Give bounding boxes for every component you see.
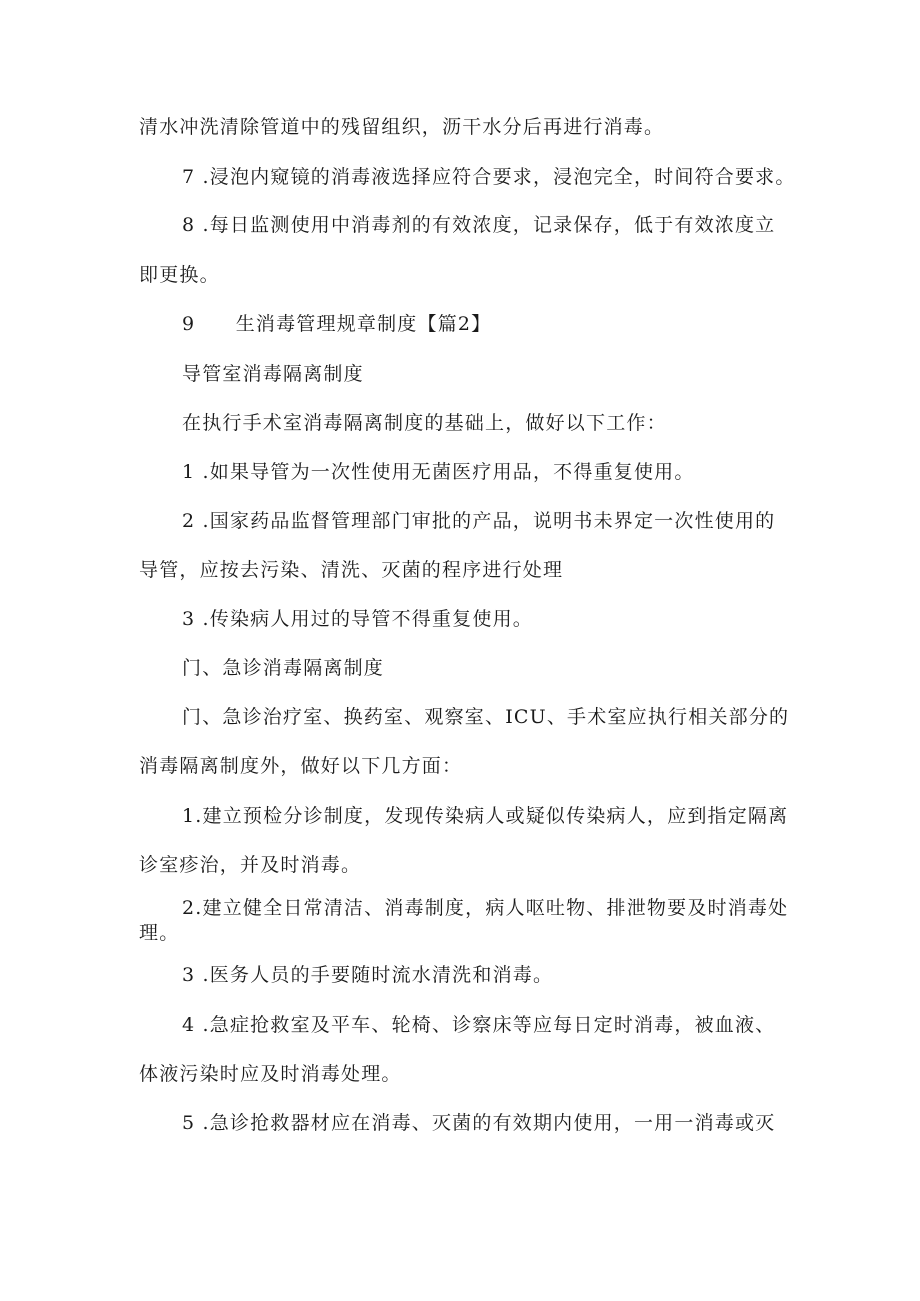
text-line: 5 .急诊抢救器材应在消毒、灭菌的有效期内使用，一用一消毒或灭	[182, 1112, 776, 1134]
text-line: 8 .每日监测使用中消毒剂的有效浓度，记录保存，低于有效浓度立	[182, 214, 776, 236]
text-line: 清水冲洗清除管道中的残留组织，沥干水分后再进行消毒。	[139, 116, 665, 138]
text-line: 2.建立健全日常清洁、消毒制度，病人呕吐物、排泄物要及时消毒处	[182, 897, 789, 919]
subsection-heading: 导管室消毒隔离制度	[182, 363, 364, 385]
text-line: 在执行手术室消毒隔离制度的基础上，做好以下工作：	[182, 412, 667, 434]
text-line: 3 .传染病人用过的导管不得重复使用。	[182, 608, 533, 630]
text-line: 导管，应按去污染、清洗、灭菌的程序进行处理	[139, 559, 564, 581]
text-line: 即更换。	[139, 264, 220, 286]
text-line: 体液污染时应及时消毒处理。	[139, 1063, 402, 1085]
text-line: 1.建立预检分诊制度，发现传染病人或疑似传染病人，应到指定隔离	[182, 805, 789, 827]
text-line: 1 .如果导管为一次性使用无菌医疗用品，不得重复使用。	[182, 461, 695, 483]
text-line: 7 .浸泡内窥镜的消毒液选择应符合要求，浸泡完全，时间符合要求。	[182, 166, 796, 188]
text-line: 诊室疹治，并及时消毒。	[139, 854, 362, 876]
text-line: 2 .国家药品监督管理部门审批的产品，说明书未界定一次性使用的	[182, 510, 776, 532]
text-line: 消毒隔离制度外，做好以下几方面：	[139, 755, 463, 777]
text-line: 3 .医务人员的手要随时流水清洗和消毒。	[182, 964, 554, 986]
text-line: 4 .急症抢救室及平车、轮椅、诊察床等应每日定时消毒，被血液、	[182, 1014, 776, 1036]
text-line: 理。	[139, 922, 180, 944]
section-heading: 9 生消毒管理规章制度【篇2】	[182, 313, 492, 335]
subsection-heading: 门、急诊消毒隔离制度	[182, 657, 385, 679]
text-line: 门、急诊治疗室、换药室、观察室、ICU、手术室应执行相关部分的	[182, 706, 790, 728]
